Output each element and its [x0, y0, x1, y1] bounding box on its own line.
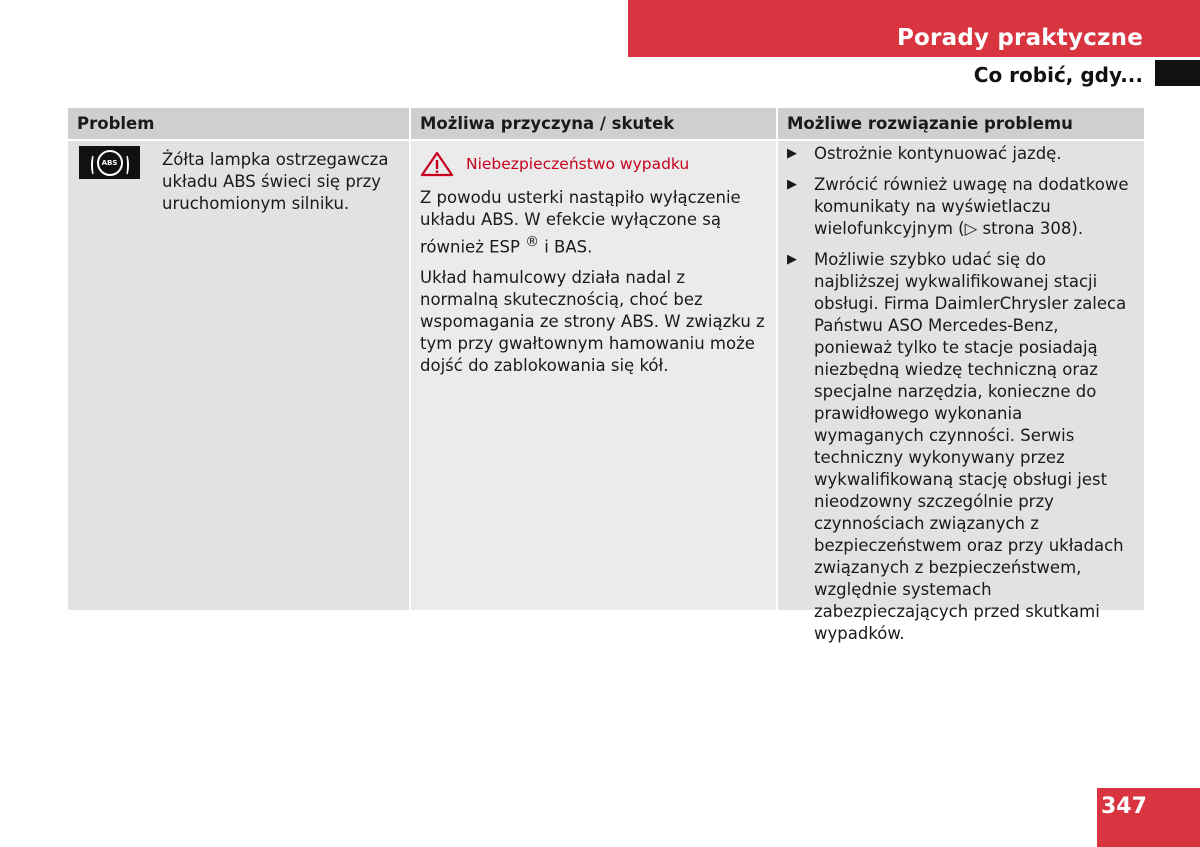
cause-text: Z powodu usterki nastąpiło wyłączenie układu ABS. W efekcie wyłączone są również ESP: [420, 188, 741, 257]
subsection-title: Co robić, gdy...: [973, 63, 1143, 87]
problem-cell: [68, 141, 409, 610]
cause-paragraph: [420, 187, 766, 259]
warning-triangle-icon: [420, 151, 454, 177]
column-header-problem: Problem: [68, 108, 409, 139]
column-header-cause: Możliwa przyczyna / skutek: [409, 108, 776, 139]
troubleshooting-table: [68, 108, 1144, 643]
abs-warning-lamp-icon: [79, 146, 140, 179]
problem-text: Żółta lampka ostrzegawcza układu ABS świeci się przy uruchomionym silniku.: [162, 150, 389, 213]
section-title: Porady praktyczne: [897, 25, 1143, 51]
bullet-arrow-icon: ▶: [787, 177, 797, 192]
list-item: [787, 143, 1136, 165]
page-number: 347: [1097, 788, 1200, 847]
table-row: [68, 139, 1144, 643]
section-banner: [628, 0, 1200, 57]
warning-label: Niebezpieczeństwo wypadku: [466, 155, 690, 173]
list-item: [787, 174, 1136, 240]
bullet-arrow-icon: ▶: [787, 146, 797, 161]
accident-warning: [420, 151, 766, 177]
table-header-row: [68, 108, 1144, 139]
registered-mark: ®: [525, 234, 539, 250]
list-item: [787, 249, 1136, 645]
abs-symbol: ABS: [97, 150, 123, 176]
solution-text: Możliwie szybko udać się do najbliższej wykwalifikowanej stacji obsługi. Firma DaimlerChrysler zaleca Państwu ASO Mercedes-Benz, ponieważ tylko te stacje posiadają niezbędną wiedzę techniczną oraz specjalne narzędzia, konieczne do prawidłowego wykonania wymaganych czynności. Serwis techniczny wykonywany przez wykwalifikowaną stację obsługi jest nieodzowny szczególnie przy czynnościach związanych z bezpieczeństwem oraz przy układach związanych z bezpieczeństwem, względnie systemach zabezpieczających przed skutkami wypadków.: [814, 250, 1127, 643]
cause-text-end: i BAS.: [538, 237, 593, 257]
column-header-solution: Możliwe rozwiązanie problemu: [776, 108, 1144, 139]
solution-text: Zwrócić również uwagę na dodatkowe komunikaty na wyświetlaczu wielofunkcyjnym (▷ strona 308).: [814, 175, 1129, 238]
cause-cell: [409, 141, 776, 610]
bullet-arrow-icon: ▶: [787, 252, 797, 267]
solution-text: Ostrożnie kontynuować jazdę.: [814, 144, 1062, 163]
section-tab-marker: [1155, 60, 1200, 86]
solution-cell: [776, 141, 1144, 643]
effect-paragraph: Układ hamulcowy działa nadal z normalną skutecznością, choć bez wspomagania ze strony ABS. W związku z tym przy gwałtownym hamowaniu może dojść do zablokowania się kół.: [420, 267, 765, 375]
